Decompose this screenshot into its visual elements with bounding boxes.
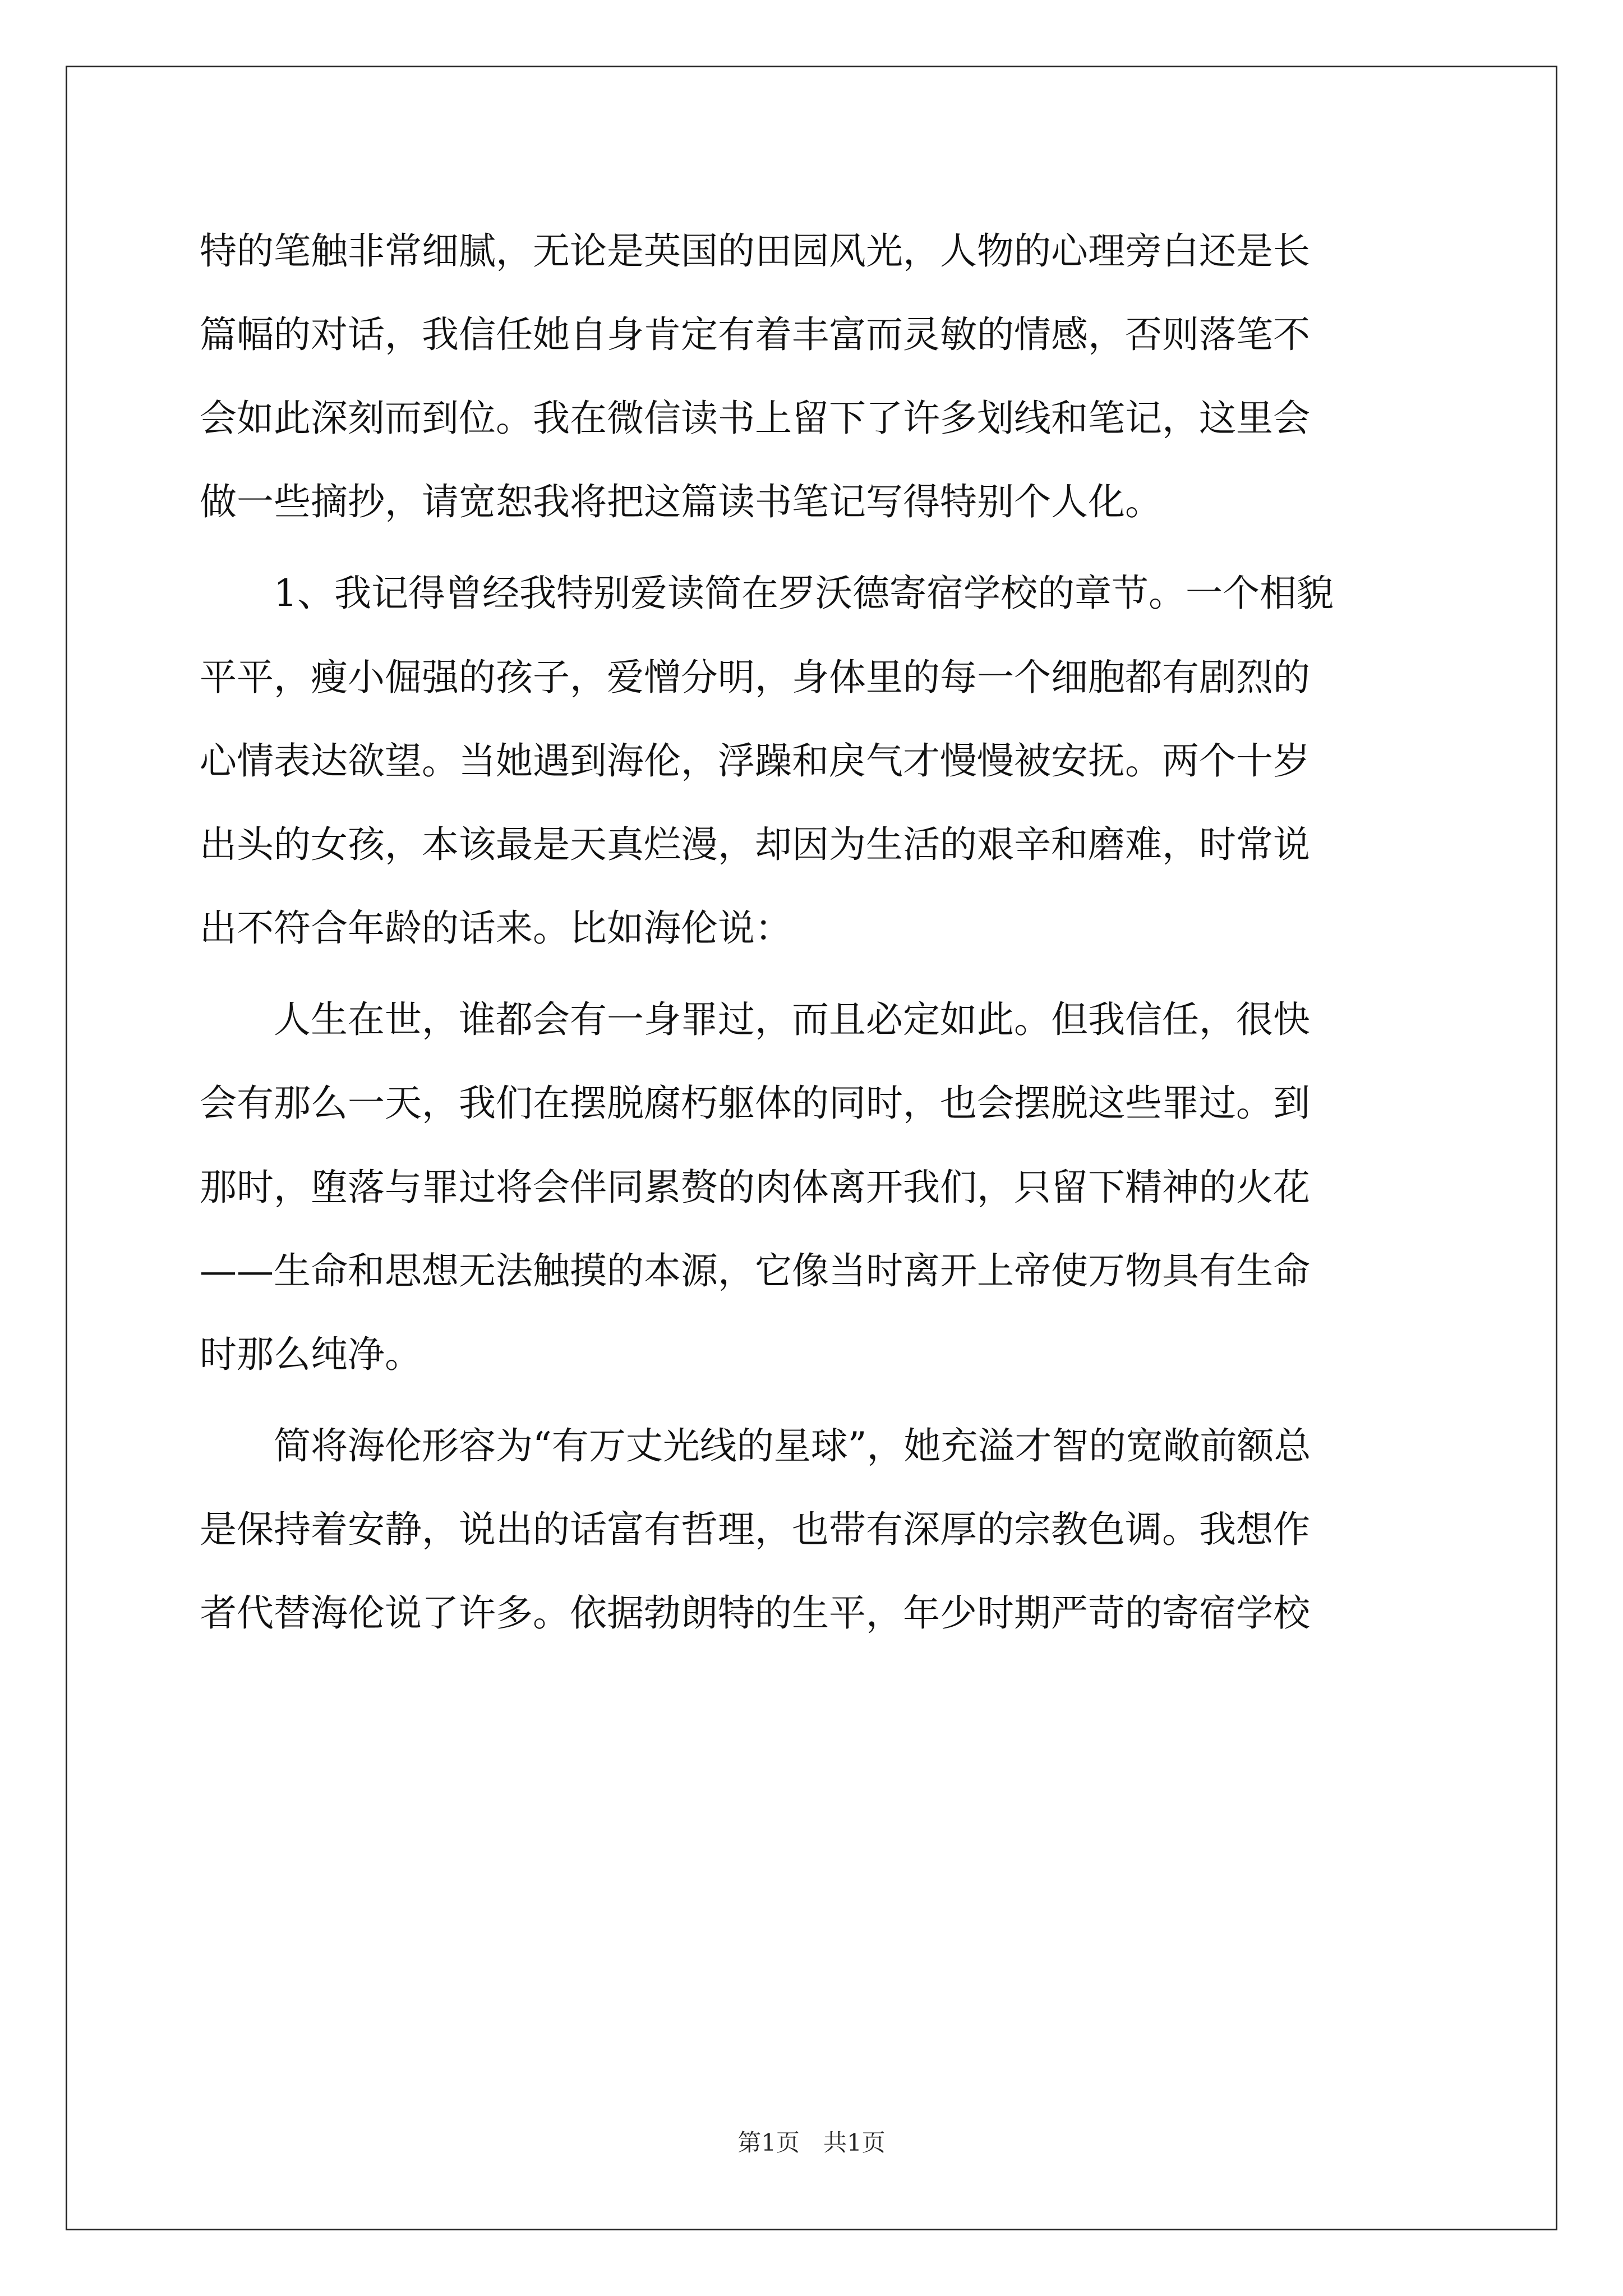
text-line: 做一些摘抄，请宽恕我将把这篇读书笔记写得特别个人化。: [200, 480, 1162, 523]
text-line: 会有那么一天，我们在摆脱腐朽躯体的同时，也会摆脱这些罪过。到: [200, 1082, 1310, 1125]
paragraph-first-line: 1、我记得曾经我特别爱读简在罗沃德寄宿学校的章节。一个相貌: [274, 572, 1334, 615]
paragraph-first-line: 人生在世，谁都会有一身罪过，而且必定如此。但我信任，很快: [274, 998, 1310, 1041]
page-footer: 第1页 共1页: [737, 2129, 886, 2156]
text-line: 特的笔触非常细腻，无论是英国的田园风光，人物的心理旁白还是长: [200, 229, 1310, 273]
text-line: 篇幅的对话，我信任她自身肯定有着丰富而灵敏的情感，否则落笔不: [200, 313, 1310, 356]
text-line: 心情表达欲望。当她遇到海伦，浮躁和戾气才慢慢被安抚。两个十岁: [200, 739, 1310, 783]
text-line: 时那么纯净。: [200, 1333, 422, 1376]
paragraph-first-line: 简将海伦形容为“有万丈光线的星球”，她充溢才智的宽敞前额总: [274, 1424, 1311, 1467]
text-line: 平平，瘦小倔强的孩子，爱憎分明，身体里的每一个细胞都有剧烈的: [200, 656, 1310, 699]
text-line: 会如此深刻而到位。我在微信读书上留下了许多划线和笔记，这里会: [200, 397, 1310, 440]
text-line: 出不符合年龄的话来。比如海伦说：: [200, 907, 792, 950]
text-line: 是保持着安静，说出的话富有哲理，也带有深厚的宗教色调。我想作: [200, 1508, 1310, 1551]
text-line: 那时，堕落与罪过将会伴同累赘的肉体离开我们，只留下精神的火花: [200, 1166, 1310, 1209]
text-line: 者代替海伦说了许多。依据勃朗特的生平，年少时期严苛的寄宿学校: [200, 1591, 1310, 1635]
text-line: ——生命和思想无法触摸的本源，它像当时离开上帝使万物具有生命: [200, 1249, 1310, 1292]
text-line: 出头的女孩，本该最是天真烂漫，却因为生活的艰辛和磨难，时常说: [200, 823, 1310, 866]
